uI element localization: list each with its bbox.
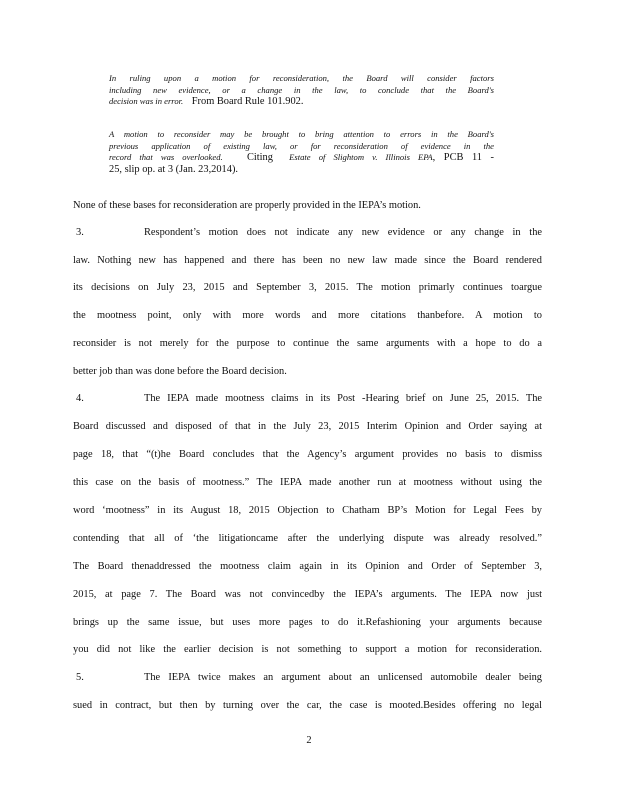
body-line: None of these bases for reconsideration are properly provided in the IEPA’s motion. xyxy=(73,200,421,211)
body-line: Respondent’s motion does not indicate any new evidence or any change in the xyxy=(144,227,542,238)
case-name: Estate of Slightom v. Illinois EPA xyxy=(289,152,433,163)
body-line: Board discussed and disposed of that in the July 23, 2015 Interim Opinion and Order saying at xyxy=(73,421,542,432)
paragraph-number: 3. xyxy=(76,227,84,238)
quote-line: 25, slip op. at 3 (Jan. 23,2014). xyxy=(109,163,239,175)
block-quote-board-rule xyxy=(109,73,494,108)
quote-line: previous application of existing law, or for reconsideration of evidence in the xyxy=(109,140,494,151)
body-line: 2015, at page 7. The Board was not convincedby the IEPA’s arguments. The IEPA now just xyxy=(73,589,542,600)
paragraph-number: 4. xyxy=(76,393,84,404)
body-line: brings up the same issue, but uses more pages to do it.Refashioning your arguments because xyxy=(73,617,542,628)
body-line: law. Nothing new has happened and there has been no new law made since the Board rendered xyxy=(73,255,542,266)
quote-text: decision was in error. xyxy=(109,96,184,107)
quote-line-with-cite xyxy=(109,96,494,108)
body-line: this case on the basis of mootness.” The IEPA made another run at mootness without using the xyxy=(73,477,542,488)
body-line: sued in contract, but then by turning over the car, the case is mooted.Besides offering no legal xyxy=(73,700,542,711)
paragraph-number: 5. xyxy=(76,672,84,683)
citation: From Board Rule 101.902. xyxy=(191,96,304,108)
quote-line-with-cite xyxy=(109,152,494,164)
body-line: its decisions on July 23, 2015 and September 3, 2015. The motion primarly continues toargue xyxy=(73,282,542,293)
quote-line: A motion to reconsider may be brought to bring attention to errors in the Board's xyxy=(109,129,494,139)
body-line: reconsider is not merely for the purpose to continue the same arguments with a hope to do a xyxy=(73,338,542,349)
citation-prefix: Citing xyxy=(246,152,273,164)
body-line: you did not like the earlier decision is not something to support a motion for reconsideration. xyxy=(73,644,542,655)
body-line: word ‘mootness” in its August 18, 2015 Objection to Chatham BP’s Motion for Legal Fees by xyxy=(73,505,542,516)
citation-suffix: , PCB 11 - xyxy=(432,152,494,164)
body-line: contending that all of ‘the litigationcame after the underlying dispute was already resolved.” xyxy=(73,533,542,544)
body-line: better job than was done before the Board decision. xyxy=(73,366,287,377)
body-line: The IEPA made mootness claims in its Post -Hearing brief on June 25, 2015. The xyxy=(144,393,542,404)
block-quote-slightom xyxy=(109,129,494,175)
quote-text: record that was overlooked. xyxy=(109,152,223,163)
quote-line: In ruling upon a motion for reconsideration, the Board will consider factors xyxy=(109,73,494,83)
body-line: page 18, that “(t)he Board concludes that the Agency’s argument provides no basis to dismiss xyxy=(73,449,542,460)
body-line: the mootness point, only with more words and more citations thanbefore. A motion to xyxy=(73,310,542,321)
page-number: 2 xyxy=(306,735,312,746)
body-line: The IEPA twice makes an argument about an unlicensed automobile dealer being xyxy=(144,672,542,683)
body-line: The Board thenaddressed the mootness claim again in its Opinion and Order of September 3, xyxy=(73,561,542,572)
quote-line: including new evidence, or a change in the law, to conclude that the Board's xyxy=(109,84,494,95)
